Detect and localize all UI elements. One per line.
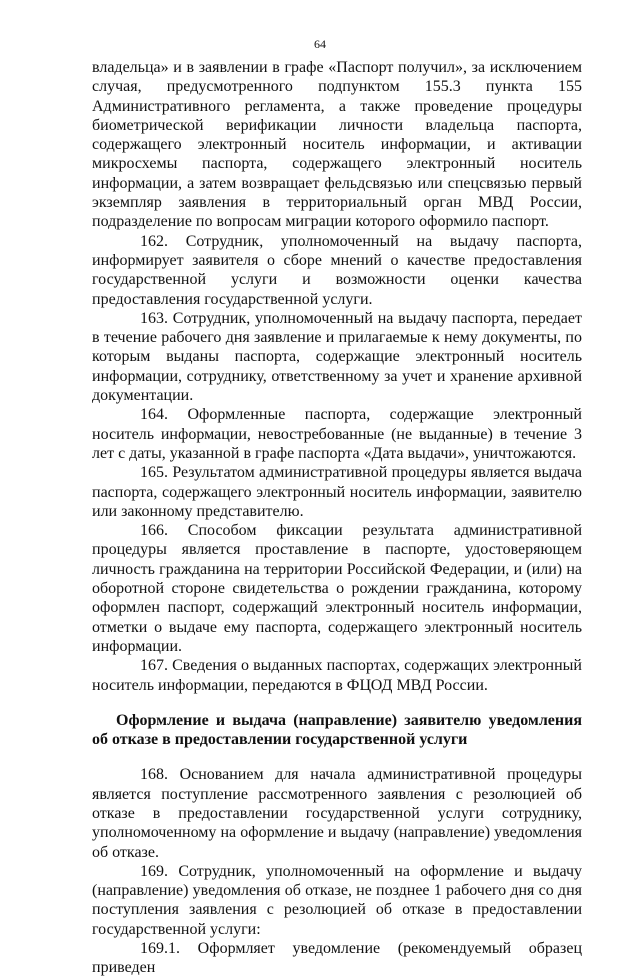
- heading-spacer: [92, 749, 582, 765]
- paragraph: 163. Сотрудник, уполномоченный на выдачу паспорта, передает в течение рабочего дня заявление и прилагаемые к нему документы, по которым выданы паспорта, содержащие электронный носитель информации, сотруднику, ответственному за учет и хранение архивной документации.: [92, 309, 582, 405]
- paragraph: 164. Оформленные паспорта, содержащие электронный носитель информации, невостребованные (не выданные) в течение 3 лет с даты, указанной в графе паспорта «Дата выдачи», уничтожаются.: [92, 406, 582, 462]
- paragraphs-after-heading: [92, 765, 582, 977]
- paragraph: 162. Сотрудник, уполномоченный на выдачу паспорта, информирует заявителя о сборе мнений о качестве предоставления государственной услуги и возможности оценки качества предоставления государственной услуги.: [92, 232, 582, 308]
- paragraph: 169. Сотрудник, уполномоченный на оформление и выдачу (направление) уведомления об отказе, не позднее 1 рабочего дня со дня поступления заявления с резолюцией об отказе в предоставлении государственной услуги:: [92, 862, 582, 938]
- paragraphs-before-heading: [92, 58, 582, 695]
- paragraph: владельца» и в заявлении в графе «Паспорт получил», за исключением случая, предусмотренного подпунктом 155.3 пункта 155 Административного регламента, а также проведение процедуры биометрической верификации личности владельца паспорта, содержащего электронный носитель информации, и активации микросхемы паспорта, содержащего электронный носитель информации, а затем возвращает фельдсвязью или спецсвязью первый экземпляр заявления в территориальный орган МВД России, подразделение по вопросам миграции которого оформило паспорт.: [92, 59, 582, 231]
- paragraph: 165. Результатом административной процедуры является выдача паспорта, содержащего электронный носитель информации, заявителю или законному представителю.: [92, 464, 582, 520]
- paragraph: 169.1. Оформляет уведомление (рекомендуемый образец приведен: [92, 940, 582, 977]
- document-body: [92, 58, 582, 978]
- page-number: 64: [314, 37, 326, 51]
- paragraph: 168. Основанием для начала административной процедуры является поступление рассмотренного заявления с резолюцией об отказе в предоставлении государственной услуги сотруднику, уполномоченному на оформление и выдачу (направление) уведомления об отказе.: [92, 766, 582, 861]
- paragraph: 167. Сведения о выданных паспортах, содержащих электронный носитель информации, передаются в ФЦОД МВД России.: [92, 657, 582, 694]
- section-heading: Оформление и выдача (направление) заявителю уведомления об отказе в предоставлении государственной услуги: [92, 711, 582, 749]
- paragraph: 166. Способом фиксации результата административной процедуры является проставление в паспорте, удостоверяющем личность гражданина на территории Российской Федерации, и (или) на оборотной стороне свидетельства о рождении гражданина, которому оформлен паспорт, содержащий электронный носитель информации, отметки о выдаче ему паспорта, содержащего электронный носитель информации.: [92, 522, 582, 655]
